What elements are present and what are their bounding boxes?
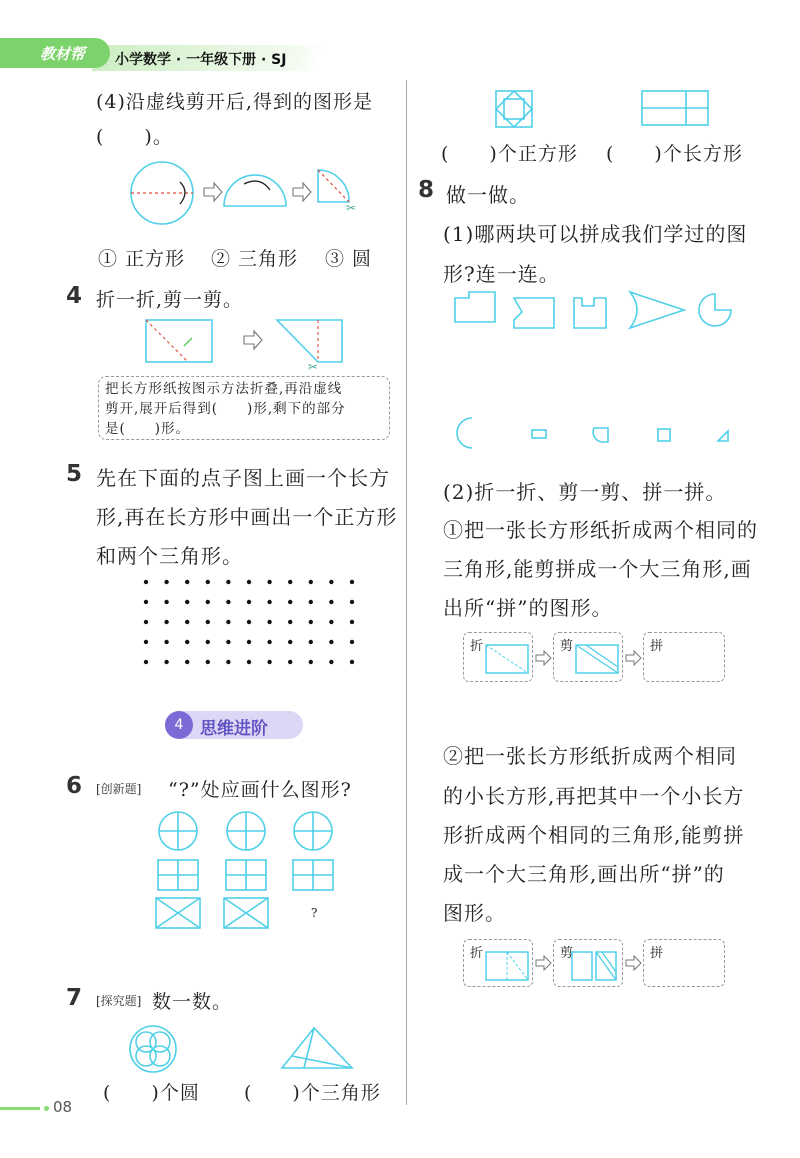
svg-text:✂: ✂	[308, 360, 319, 372]
question-mark: ?	[311, 906, 318, 920]
q5-number: 5	[66, 461, 83, 487]
q4-note-box	[98, 376, 390, 440]
grid-dot[interactable]	[144, 580, 148, 584]
arrow-icon	[625, 650, 643, 666]
option-square: ① 正方形	[98, 248, 186, 270]
grid-dot[interactable]	[329, 620, 333, 624]
grid-dot[interactable]	[267, 620, 271, 624]
grid-dot[interactable]	[164, 580, 168, 584]
page-number: 08	[53, 1098, 73, 1116]
q7-tag: [探究题]	[96, 994, 142, 1008]
grid-dot[interactable]	[247, 640, 251, 644]
step-label: 剪	[560, 639, 574, 654]
q3-4-answer: ( )。	[96, 126, 173, 148]
grid-dot[interactable]	[185, 600, 189, 604]
q8-number: 8	[418, 177, 435, 203]
grid-dot[interactable]	[267, 640, 271, 644]
q8-p2b-line: ②把一张长方形纸折成两个相同	[443, 744, 737, 768]
grid-dot[interactable]	[309, 600, 313, 604]
q8-p2b-line: 成一个大三角形,画出所“拼”的	[443, 862, 725, 886]
grid-dot[interactable]	[164, 600, 168, 604]
q8-p1-line: (1)哪两块可以拼成我们学过的图	[443, 222, 748, 246]
step-label: 拼	[650, 946, 664, 961]
option-circle: ③ 圆	[325, 248, 373, 270]
grid-dot[interactable]	[247, 580, 251, 584]
q7-text: 数一数。	[152, 991, 233, 1013]
q8-p2b-line: 图形。	[443, 901, 506, 925]
grid-dot[interactable]	[206, 640, 210, 644]
step-label: 拼	[650, 639, 664, 654]
fold-step-box	[463, 632, 533, 682]
cut-step-box	[553, 632, 623, 682]
option-triangle: ② 三角形	[211, 248, 299, 270]
grid-dot[interactable]	[288, 640, 292, 644]
grid-dot[interactable]	[329, 600, 333, 604]
grid-dot[interactable]	[164, 620, 168, 624]
grid-dot[interactable]	[206, 580, 210, 584]
grid-dot[interactable]	[288, 660, 292, 664]
grid-dot[interactable]	[267, 600, 271, 604]
q6-text: “?”处应画什么图形?	[168, 779, 352, 801]
pattern-figure	[150, 808, 370, 933]
dot-grid[interactable]	[136, 572, 366, 682]
arrow-icon	[535, 955, 553, 971]
assemble-step-box[interactable]	[643, 632, 725, 682]
q5-line: 形,再在长方形中画出一个正方形	[96, 505, 398, 529]
q7-number: 7	[66, 985, 83, 1011]
grid-dot[interactable]	[309, 580, 313, 584]
grid-dot[interactable]	[226, 600, 230, 604]
count-figure-2	[490, 88, 720, 130]
q7-square-answer[interactable]: ( )个正方形	[441, 143, 578, 165]
q8-title: 做一做。	[446, 183, 530, 207]
grid-dot[interactable]	[350, 620, 354, 624]
footer-dot	[44, 1106, 49, 1111]
q8-p2b-line: 形折成两个相同的三角形,能剪拼	[443, 823, 745, 847]
brand-tag	[0, 38, 110, 68]
q8-p2a-line: ①把一张长方形纸折成两个相同的	[443, 518, 758, 542]
q4-number: 4	[66, 283, 83, 309]
count-figure	[124, 1024, 364, 1074]
fold-step-box	[463, 939, 533, 987]
assemble-step-box[interactable]	[643, 939, 725, 987]
grid-dot[interactable]	[144, 620, 148, 624]
svg-text:✂: ✂	[346, 201, 357, 215]
q8-p2b-line: 的小长方形,再把其中一个小长方	[443, 784, 745, 808]
grid-dot[interactable]	[206, 620, 210, 624]
q7-triangle-answer[interactable]: ( )个三角形	[244, 1082, 381, 1104]
grid-dot[interactable]	[247, 660, 251, 664]
grid-dot[interactable]	[267, 660, 271, 664]
grid-dot[interactable]	[329, 580, 333, 584]
fold-rect-figure	[140, 316, 360, 372]
q8-p1-line: 形?连一连。	[443, 262, 560, 286]
q4-note-line: 把长方形纸按图示方法折叠,再沿虚线	[105, 381, 343, 397]
brand-label: 教材帮	[40, 45, 86, 63]
match-shapes[interactable]	[448, 290, 748, 450]
grid-dot[interactable]	[226, 580, 230, 584]
grid-dot[interactable]	[247, 620, 251, 624]
grid-dot[interactable]	[185, 660, 189, 664]
grid-dot[interactable]	[288, 620, 292, 624]
q5-line: 先在下面的点子图上画一个长方	[96, 466, 390, 490]
q7-circle-answer[interactable]: ( )个圆	[103, 1082, 200, 1104]
grid-dot[interactable]	[309, 640, 313, 644]
step-label: 折	[470, 946, 484, 961]
q8-p2a-line: 出所“拼”的图形。	[443, 596, 613, 620]
grid-dot[interactable]	[185, 620, 189, 624]
q8-p2-title: (2)折一折、剪一剪、拼一拼。	[443, 480, 727, 504]
grid-dot[interactable]	[329, 640, 333, 644]
q8-p2a-line: 三角形,能剪拼成一个大三角形,画	[443, 557, 752, 581]
grid-dot[interactable]	[185, 640, 189, 644]
fold-circle-figure	[120, 158, 370, 230]
medal-icon: 4	[165, 711, 193, 739]
grid-dot[interactable]	[350, 660, 354, 664]
grid-dot[interactable]	[350, 580, 354, 584]
column-divider	[406, 80, 407, 1105]
q6-tag: [创新题]	[96, 782, 142, 796]
grid-dot[interactable]	[309, 620, 313, 624]
grid-dot[interactable]	[288, 580, 292, 584]
grid-dot[interactable]	[185, 580, 189, 584]
step-label: 折	[470, 639, 484, 654]
q4-note-line: 是( )形。	[105, 421, 191, 437]
cut-step-box	[553, 939, 623, 987]
grid-dot[interactable]	[288, 600, 292, 604]
step-label: 剪	[560, 946, 574, 961]
grid-dot[interactable]	[144, 640, 148, 644]
section-title: 思维进阶	[200, 719, 268, 739]
grid-dot[interactable]	[350, 640, 354, 644]
grid-dot[interactable]	[206, 660, 210, 664]
grid-dot[interactable]	[267, 580, 271, 584]
q4-note-line: 剪开,展开后得到( )形,剩下的部分	[105, 401, 346, 417]
book-title: 小学数学 · 一年级下册 · SJ	[115, 52, 287, 68]
q3-4-text: (4)沿虚线剪开后,得到的图形是	[96, 91, 373, 113]
grid-dot[interactable]	[206, 600, 210, 604]
grid-dot[interactable]	[226, 640, 230, 644]
grid-dot[interactable]	[329, 660, 333, 664]
grid-dot[interactable]	[226, 620, 230, 624]
arrow-icon	[535, 650, 553, 666]
grid-dot[interactable]	[164, 660, 168, 664]
arrow-icon	[625, 955, 643, 971]
grid-dot[interactable]	[144, 660, 148, 664]
q7-rect-answer[interactable]: ( )个长方形	[606, 143, 743, 165]
q6-number: 6	[66, 773, 83, 799]
footer-line	[0, 1107, 40, 1110]
grid-dot[interactable]	[144, 600, 148, 604]
q5-line: 和两个三角形。	[96, 544, 243, 568]
grid-dot[interactable]	[350, 600, 354, 604]
grid-dot[interactable]	[226, 660, 230, 664]
grid-dot[interactable]	[309, 660, 313, 664]
grid-dot[interactable]	[164, 640, 168, 644]
grid-dot[interactable]	[247, 600, 251, 604]
q4-title: 折一折,剪一剪。	[96, 289, 244, 311]
